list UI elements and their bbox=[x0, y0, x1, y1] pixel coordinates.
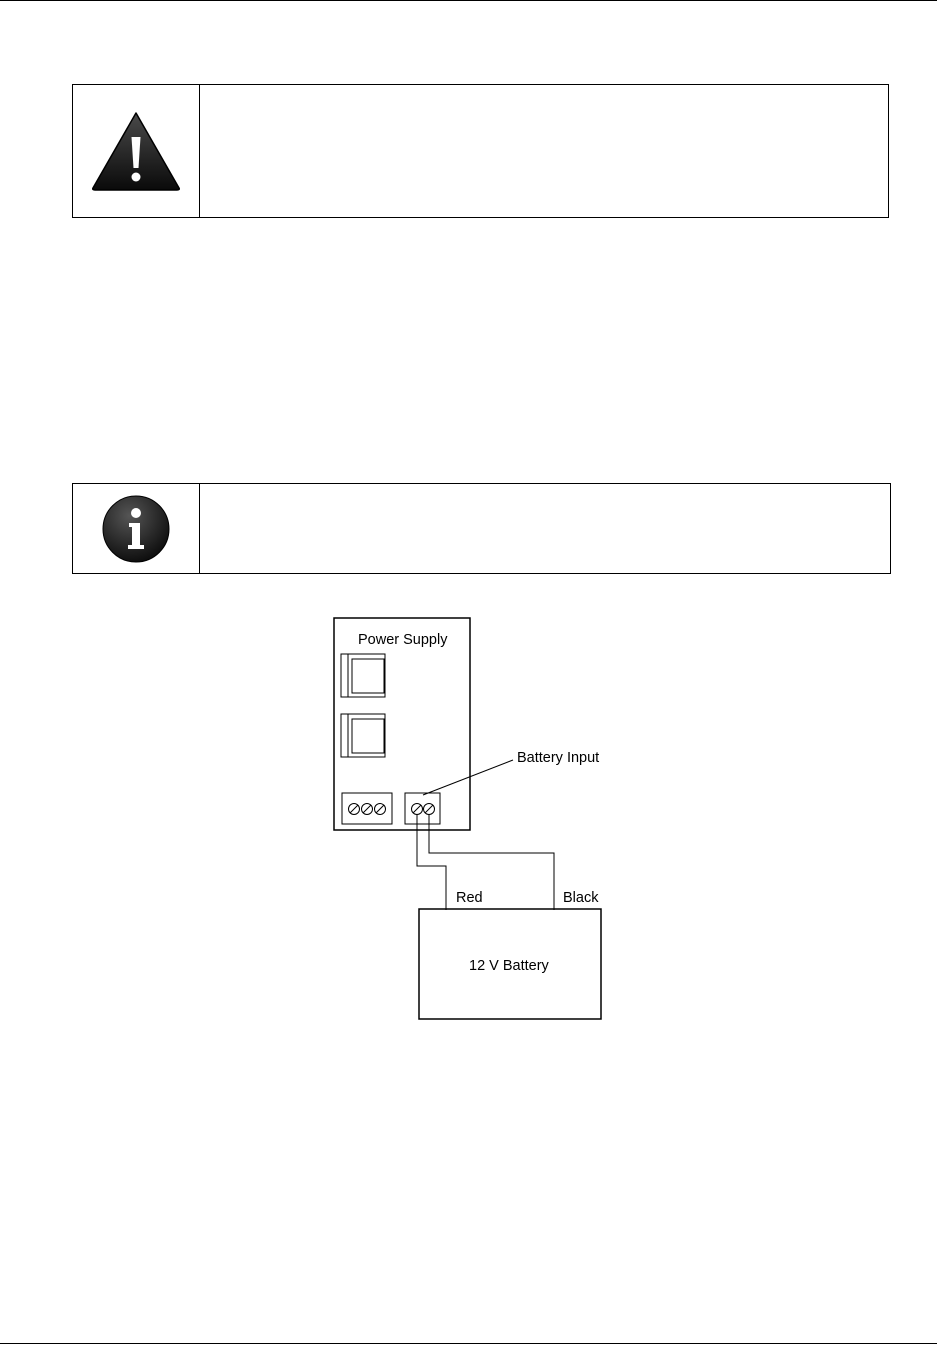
black-wire bbox=[429, 814, 554, 910]
battery-input-label: Battery Input bbox=[517, 750, 600, 766]
connector-bottom bbox=[341, 714, 385, 757]
power-supply-label: Power Supply bbox=[358, 632, 448, 648]
warning-notice bbox=[72, 84, 889, 218]
battery-input-leader bbox=[423, 760, 513, 795]
battery-label: 12 V Battery bbox=[469, 958, 549, 974]
power-supply-box bbox=[334, 618, 470, 830]
header-rule bbox=[0, 0, 937, 1]
warning-triangle-icon bbox=[90, 110, 182, 192]
info-icon-cell bbox=[73, 484, 200, 573]
red-wire bbox=[417, 814, 446, 910]
battery-input-terminal bbox=[405, 793, 440, 824]
info-circle-icon bbox=[100, 493, 172, 565]
warning-icon-cell bbox=[73, 85, 200, 217]
red-wire-label: Red bbox=[456, 890, 483, 906]
info-text bbox=[200, 484, 890, 573]
black-wire-label: Black bbox=[563, 890, 599, 906]
footer-rule bbox=[0, 1343, 937, 1344]
battery-wiring-diagram bbox=[300, 600, 620, 1030]
warning-text bbox=[200, 85, 888, 217]
info-notice bbox=[72, 483, 891, 574]
connector-top bbox=[341, 654, 385, 697]
terminal-block-3 bbox=[342, 793, 392, 824]
